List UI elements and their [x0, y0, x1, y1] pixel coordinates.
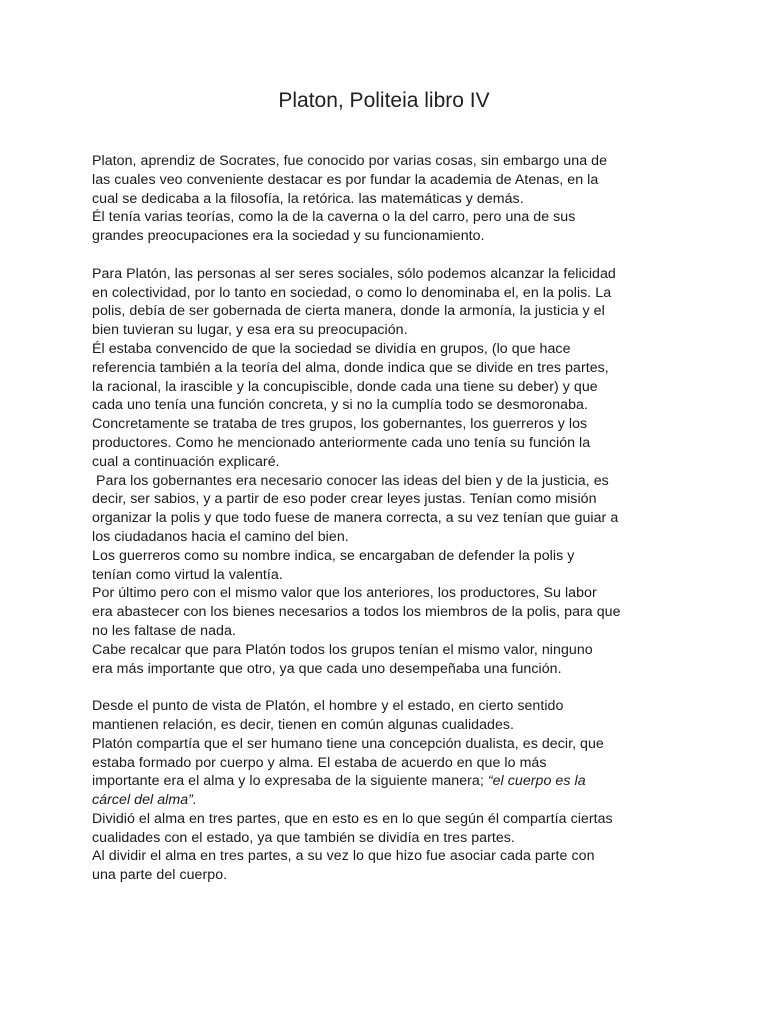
text-line: cada uno tenía una función concreta, y si no la cumplía todo se desmoronaba.	[92, 397, 588, 414]
text-line: en colectividad, por lo tanto en sociedad, o como lo denominaba el, en la polis. La	[92, 284, 612, 301]
text-line: cual a continuación explicaré.	[92, 453, 280, 470]
text-line: era más importante que otro, ya que cada uno desempeñaba una función.	[92, 660, 562, 677]
text-line: Para los gobernantes era necesario conocer las ideas del bien y de la justicia, es	[92, 472, 609, 489]
paragraph-soul	[92, 697, 682, 885]
text-line: los ciudadanos hacia el camino del bien.	[92, 528, 349, 545]
text-line: polis, debía de ser gobernada de cierta manera, donde la armonía, la justicia y el	[92, 303, 605, 320]
text-line: estaba formado por cuerpo y alma. El estaba de acuerdo en que lo más	[92, 754, 547, 771]
text-line: Por último pero con el mismo valor que los anteriores, los productores, Su labor	[92, 585, 597, 602]
text-line: cual se dedicaba a la filosofía, la retórica. las matemáticas y demás.	[92, 190, 524, 207]
text-line: Concretamente se trataba de tres grupos, los gobernantes, los guerreros y los	[92, 416, 588, 433]
paragraph-spacer	[92, 246, 682, 265]
text-line: era abastecer con los bienes necesarios a todos los miembros de la polis, para que	[92, 604, 621, 621]
text-line: productores. Como he mencionado anteriormente cada uno tenía su función la	[92, 434, 591, 451]
document-body	[92, 152, 682, 885]
text-line: Él estaba convencido de que la sociedad se dividía en grupos, (lo que hace	[92, 340, 571, 357]
text-line: las cuales veo conveniente destacar es por fundar la academia de Atenas, en la	[92, 171, 599, 188]
text-line: Para Platón, las personas al ser seres sociales, sólo podemos alcanzar la felicidad	[92, 265, 616, 282]
text-line: Él tenía varias teorías, como la de la caverna o la del carro, pero una de sus	[92, 209, 576, 226]
text-line: tenían como virtud la valentía.	[92, 566, 283, 583]
paragraph-intro	[92, 152, 682, 246]
text-fragment: importante era el alma y lo expresaba de la siguiente manera;	[92, 773, 488, 790]
text-line: Desde el punto de vista de Platón, el hombre y el estado, en cierto sentido	[92, 698, 564, 715]
text-line: referencia también a la teoría del alma, donde indica que se divide en tres partes,	[92, 359, 609, 376]
text-line: no les faltase de nada.	[92, 622, 236, 639]
document-title: Platon, Politeia libro IV	[278, 89, 490, 112]
text-line: Dividió el alma en tres partes, que en esto es en lo que según él compartía ciertas	[92, 810, 613, 827]
text-line: bien tuvieran su lugar, y esa era su preocupación.	[92, 322, 408, 339]
text-line: organizar la polis y que todo fuese de manera correcta, a su vez tenían que guiar a	[92, 510, 619, 527]
text-line: grandes preocupaciones era la sociedad y su funcionamiento.	[92, 228, 485, 245]
text-line: Al dividir el alma en tres partes, a su vez lo que hizo fue asociar cada parte con	[92, 848, 595, 865]
text-line: Los guerreros como su nombre indica, se encargaban de defender la polis y	[92, 547, 575, 564]
text-line: cualidades con el estado, ya que también se dividía en tres partes.	[92, 829, 515, 846]
text-line: una parte del cuerpo.	[92, 867, 228, 884]
text-line: Cabe recalcar que para Platón todos los grupos tenían el mismo valor, ninguno	[92, 641, 593, 658]
text-line: Platón compartía que el ser humano tiene una concepción dualista, es decir, que	[92, 735, 604, 752]
text-line: mantienen relación, es decir, tienen en común algunas cualidades.	[92, 716, 515, 733]
text-line: decir, ser sabios, y a partir de eso poder crear leyes justas. Tenían como misión	[92, 491, 597, 508]
text-line: la racional, la irascible y la concupiscible, donde cada una tiene su deber) y que	[92, 378, 598, 395]
paragraph-society	[92, 265, 682, 679]
text-line	[92, 772, 682, 791]
paragraph-spacer	[92, 678, 682, 697]
text-line: Platon, aprendiz de Socrates, fue conocido por varias cosas, sin embargo una de	[92, 153, 608, 169]
quote-text-line: cárcel del alma”.	[92, 792, 197, 809]
quote-text: “el cuerpo es la	[487, 773, 586, 790]
